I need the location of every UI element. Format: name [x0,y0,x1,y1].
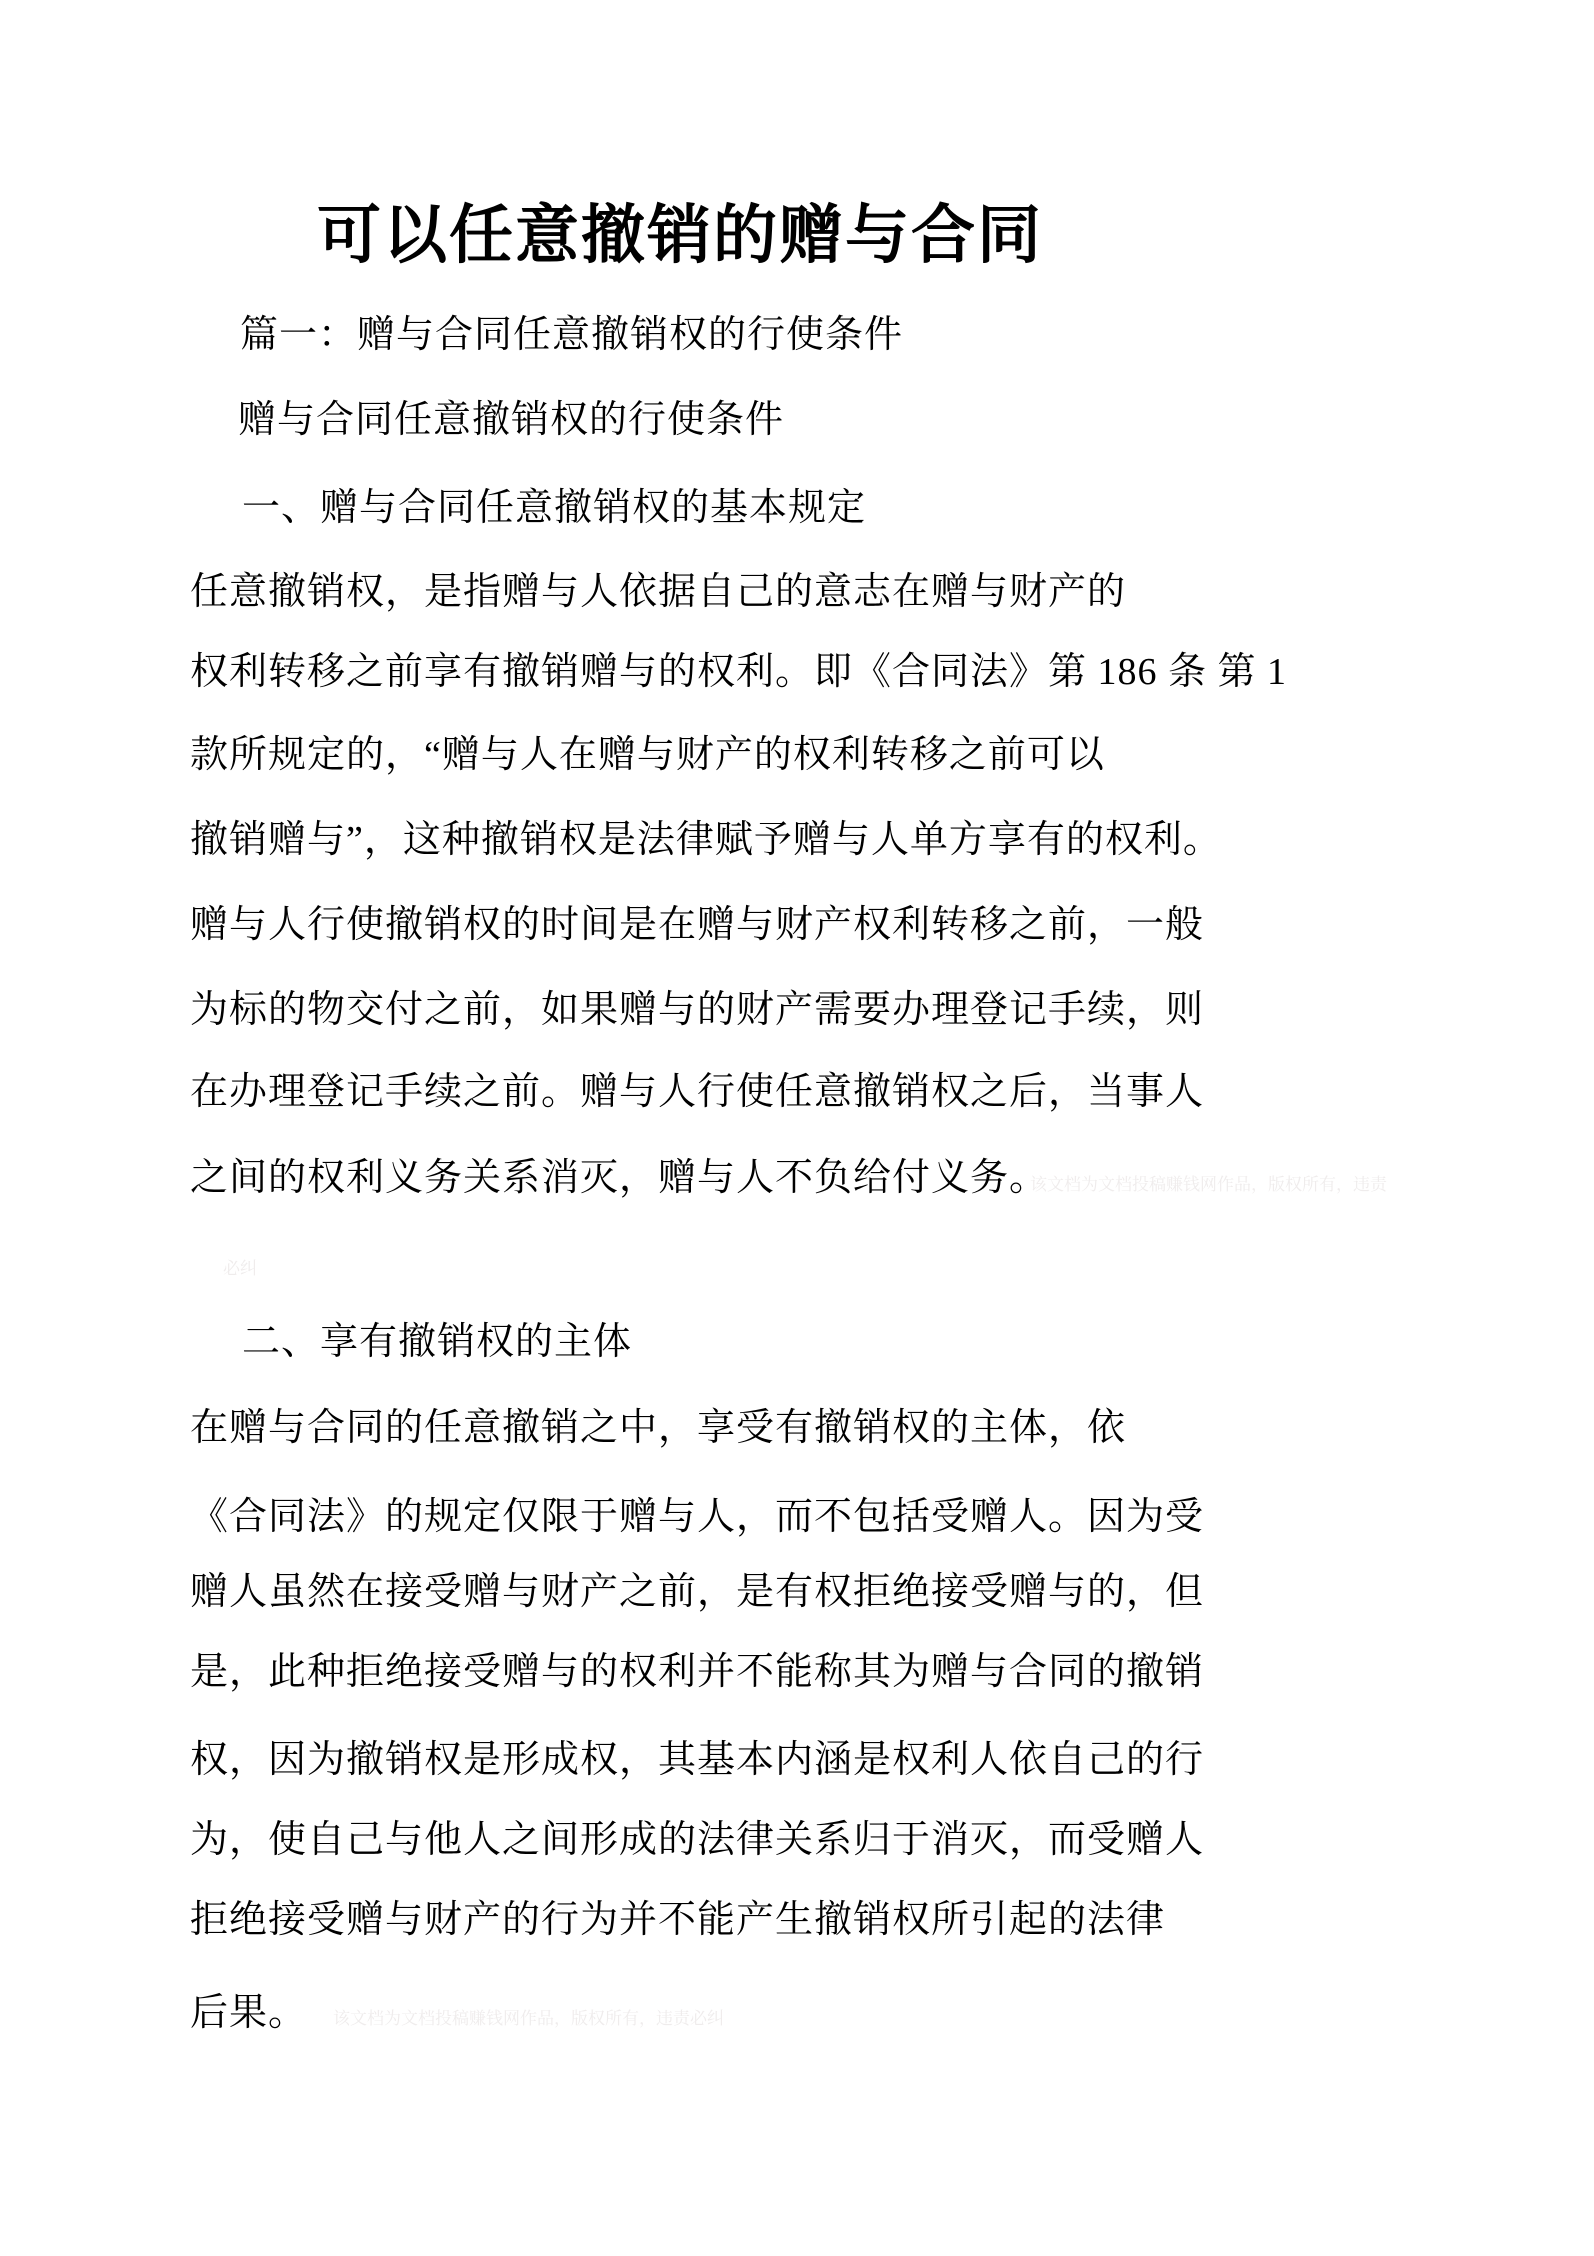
document-line: 二、享有撤销权的主体 [242,1321,633,1363]
document-line: 赠人虽然在接受赠与财产之前，是有权拒绝接受赠与的，但 [190,1571,1205,1613]
document-line: 为标的物交付之前，如果赠与的财产需要办理登记手续，则 [190,989,1205,1031]
document-line: 篇一：赠与合同任意撤销权的行使条件 [240,314,904,356]
document-line: 权利转移之前享有撤销赠与的权利。即《合同法》第 186 条 第 1 [190,651,1288,693]
watermark-text: 必纠 [223,1259,257,1278]
document-line: 在办理登记手续之前。赠与人行使任意撤销权之后，当事人 [190,1071,1205,1113]
watermark-text: 该文档为文档投稿赚钱网作品，版权所有，违责必纠 [333,2009,724,2028]
watermark-text: 该文档为文档投稿赚钱网作品，版权所有，违责 [1030,1175,1387,1194]
document-line: 为，使自己与他人之间形成的法律关系归于消灭，而受赠人 [190,1819,1205,1861]
document-line: 拒绝接受赠与财产的行为并不能产生撤销权所引起的法律 [190,1899,1166,1941]
document-line: 撤销赠与”，这种撤销权是法律赋予赠与人单方享有的权利。 [190,819,1222,861]
document-line: 一、赠与合同任意撤销权的基本规定 [242,487,867,529]
document-line: 款所规定的，“赠与人在赠与财产的权利转移之前可以 [190,734,1105,776]
document-line: 之间的权利义务关系消灭，赠与人不负给付义务。 [190,1157,1049,1199]
document-line: 《合同法》的规定仅限于赠与人，而不包括受赠人。因为受 [190,1496,1205,1538]
document-line: 权，因为撤销权是形成权，其基本内涵是权利人依自己的行 [190,1739,1205,1781]
document-line: 赠与人行使撤销权的时间是在赠与财产权利转移之前，一般 [190,904,1205,946]
document-line: 任意撤销权，是指赠与人依据自己的意志在赠与财产的 [190,571,1127,613]
document-line: 是，此种拒绝接受赠与的权利并不能称其为赠与合同的撤销 [190,1651,1205,1693]
document-line: 在赠与合同的任意撤销之中，享受有撤销权的主体，依 [190,1407,1127,1449]
document-title: 可以任意撤销的赠与合同 [317,199,1043,271]
document-line: 后果。 [190,1992,308,2034]
document-line: 赠与合同任意撤销权的行使条件 [238,399,785,441]
